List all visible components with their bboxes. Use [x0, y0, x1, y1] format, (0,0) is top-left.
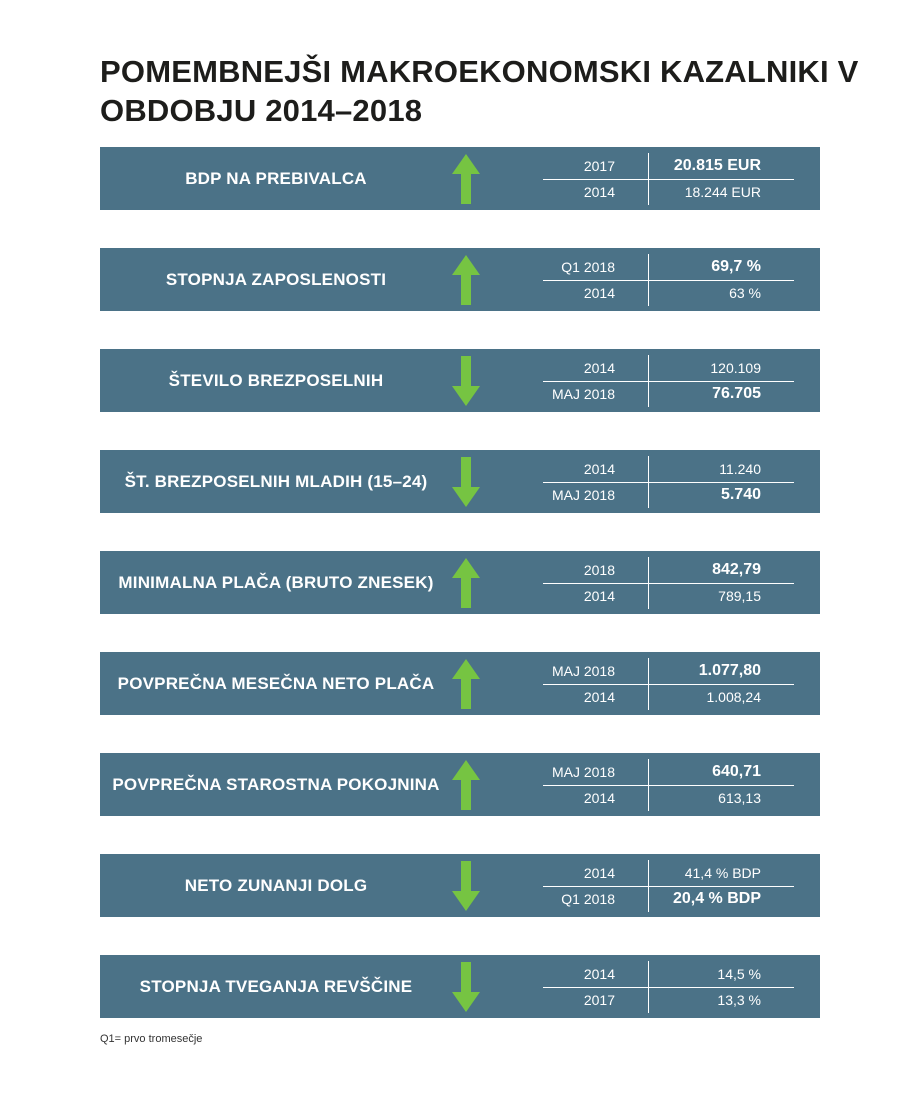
indicator-values — [543, 153, 794, 205]
indicator-values — [543, 961, 794, 1013]
indicator-row — [100, 854, 820, 917]
indicator-value: 20,4 % BDP — [672, 890, 761, 907]
period-label: MAJ 2018 — [551, 764, 615, 780]
period-label: Q1 2018 — [561, 891, 615, 907]
period-label: 2014 — [583, 865, 615, 881]
period-label: 2014 — [583, 689, 615, 705]
period-label: MAJ 2018 — [551, 487, 615, 503]
page-title: POMEMBNEJŠI MAKROEKONOMSKI KAZALNIKI V OBDOBJU 2014–2018 — [100, 54, 859, 128]
indicator-label: ŠT. BREZPOSELNIH MLADIH (15–24) — [124, 471, 428, 491]
indicator-value: 20.815 EUR — [673, 157, 761, 174]
period-label: MAJ 2018 — [551, 663, 615, 679]
divider-vertical — [648, 860, 649, 912]
arrow-down-icon — [452, 457, 480, 507]
indicator-label: STOPNJA ZAPOSLENOSTI — [165, 269, 387, 289]
indicator-values — [543, 860, 794, 912]
arrow-up-icon — [452, 558, 480, 608]
indicator-values — [543, 658, 794, 710]
period-label: 2014 — [583, 966, 615, 982]
indicator-row — [100, 349, 820, 412]
indicator-label: NETO ZUNANJI DOLG — [184, 875, 368, 895]
arrow-up-icon — [452, 255, 480, 305]
arrow-up-icon — [452, 760, 480, 810]
indicator-value: 613,13 — [718, 790, 761, 806]
indicator-values — [543, 557, 794, 609]
indicator-values — [543, 759, 794, 811]
indicator-values — [543, 456, 794, 508]
divider-vertical — [648, 759, 649, 811]
indicator-row — [100, 248, 820, 311]
divider-vertical — [648, 355, 649, 407]
footnote: Q1= prvo tromesečje — [100, 1033, 203, 1045]
indicator-value: 76.705 — [712, 385, 761, 402]
arrow-up-icon — [452, 154, 480, 204]
divider-vertical — [648, 456, 649, 508]
indicator-list — [100, 147, 820, 1018]
period-label: 2014 — [583, 588, 615, 604]
indicator-value: 640,71 — [712, 763, 761, 780]
indicator-label: BDP NA PREBIVALCA — [185, 168, 367, 188]
divider-vertical — [648, 557, 649, 609]
indicator-value: 13,3 % — [717, 992, 761, 1008]
indicator-value: 1.077,80 — [698, 662, 761, 679]
indicator-label: ŠTEVILO BREZPOSELNIH — [168, 370, 384, 390]
indicator-row — [100, 450, 820, 513]
indicator-values — [543, 355, 794, 407]
indicator-value: 63 % — [729, 285, 761, 301]
arrow-down-icon — [452, 962, 480, 1012]
indicator-row — [100, 955, 820, 1018]
period-label: 2018 — [583, 562, 615, 578]
period-label: 2014 — [583, 461, 615, 477]
indicator-value: 842,79 — [712, 561, 761, 578]
indicator-value: 1.008,24 — [706, 689, 761, 705]
divider-vertical — [648, 658, 649, 710]
period-label: 2014 — [583, 285, 615, 301]
indicator-label: POVPREČNA STAROSTNA POKOJNINA — [112, 774, 440, 794]
period-label: 2014 — [583, 360, 615, 376]
period-label: MAJ 2018 — [551, 386, 615, 402]
indicator-label: MINIMALNA PLAČA (BRUTO ZNESEK) — [118, 572, 434, 592]
period-label: 2014 — [583, 790, 615, 806]
indicator-value: 14,5 % — [717, 966, 761, 982]
indicator-value: 11.240 — [719, 461, 761, 477]
arrow-down-icon — [452, 356, 480, 406]
indicator-value: 41,4 % BDP — [684, 865, 761, 881]
indicator-row — [100, 753, 820, 816]
indicator-label: POVPREČNA MESEČNA NETO PLAČA — [117, 673, 435, 693]
indicator-values — [543, 254, 794, 306]
period-label: 2017 — [583, 992, 615, 1008]
divider-vertical — [648, 254, 649, 306]
period-label: 2017 — [583, 158, 615, 174]
indicator-value: 18.244 EUR — [684, 184, 761, 200]
indicator-label: STOPNJA TVEGANJA REVŠČINE — [139, 976, 413, 996]
period-label: Q1 2018 — [561, 259, 615, 275]
divider-vertical — [648, 153, 649, 205]
indicator-value: 69,7 % — [711, 258, 761, 275]
period-label: 2014 — [583, 184, 615, 200]
indicator-value: 789,15 — [718, 588, 761, 604]
arrow-up-icon — [452, 659, 480, 709]
indicator-row — [100, 652, 820, 715]
indicator-value: 5.740 — [720, 486, 761, 503]
indicator-value: 120.109 — [710, 360, 761, 376]
arrow-down-icon — [452, 861, 480, 911]
indicator-row — [100, 551, 820, 614]
divider-vertical — [648, 961, 649, 1013]
indicator-row — [100, 147, 820, 210]
